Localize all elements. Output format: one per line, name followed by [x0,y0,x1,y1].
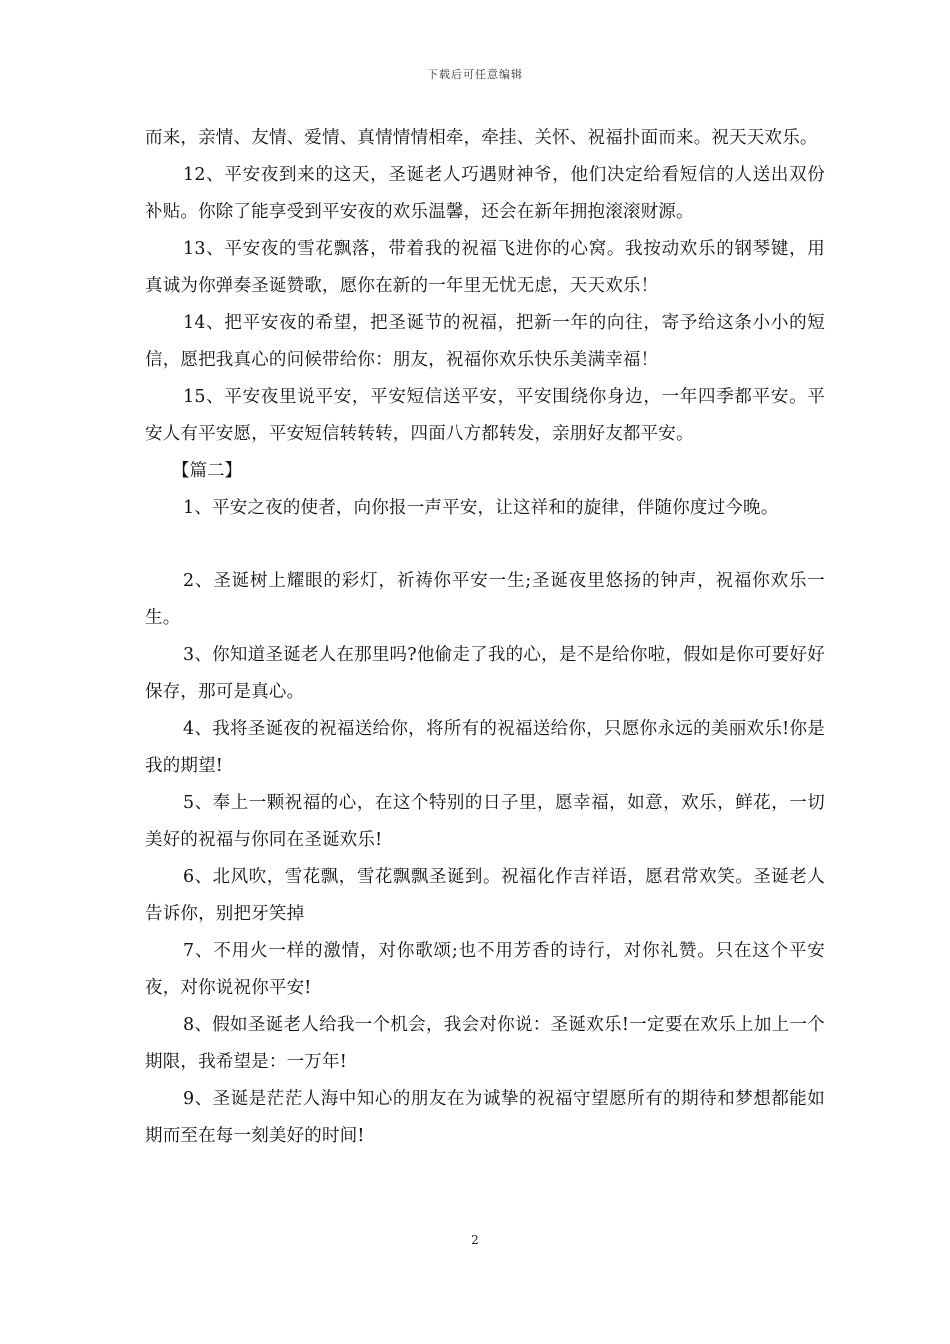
section-item-7: 7、不用火一样的激情，对你歌颂;也不用芳香的诗行，对你礼赞。只在这个平安夜，对你说祝你平安! [145,941,825,998]
paragraph-item-13: 13、平安夜的雪花飘落，带着我的祝福飞进你的心窝。我按动欢乐的钢琴键，用真诚为你弹奏圣诞赞歌，愿你在新的一年里无忧无虑，天天欢乐！ [145,239,825,296]
section-item-2: 2、圣诞树上耀眼的彩灯，祈祷你平安一生;圣诞夜里悠扬的钟声，祝福你欢乐一生。 [145,571,825,628]
section-item-4: 4、我将圣诞夜的祝福送给你，将所有的祝福送给你，只愿你永远的美丽欢乐!你是我的期望! [145,719,825,776]
paragraph-continuation: 而来，亲情、友情、爱情、真情情情相牵，牵挂、关怀、祝福扑面而来。祝天天欢乐。 [145,128,818,148]
page-header: 下载后可任意编辑 [427,68,523,81]
paragraph-item-12: 12、平安夜到来的这天，圣诞老人巧遇财神爷，他们决定给看短信的人送出双份补贴。你除了能享受到平安夜的欢乐温馨，还会在新年拥抱滚滚财源。 [145,165,825,222]
section-item-3: 3、你知道圣诞老人在那里吗?他偷走了我的心，是不是给你啦，假如是你可要好好保存，那可是真心。 [145,645,825,702]
section-item-6: 6、北风吹，雪花飘，雪花飘飘圣诞到。祝福化作吉祥语，愿君常欢笑。圣诞老人告诉你，别把牙笑掉 [145,867,825,924]
section-heading: 【篇二】 [172,461,242,481]
section-item-9: 9、圣诞是茫茫人海中知心的朋友在为诚挚的祝福守望愿所有的期待和梦想都能如期而至在每一刻美好的时间! [145,1089,825,1146]
document-body [145,120,825,1155]
section-item-5: 5、奉上一颗祝福的心，在这个特别的日子里，愿幸福，如意，欢乐，鲜花，一切美好的祝福与你同在圣诞欢乐! [145,793,825,850]
paragraph-item-14: 14、把平安夜的希望，把圣诞节的祝福，把新一年的向往，寄予给这条小小的短信，愿把我真心的问候带给你：朋友，祝福你欢乐快乐美满幸福！ [145,313,825,370]
page-number: 2 [471,1233,479,1247]
paragraph-item-15: 15、平安夜里说平安，平安短信送平安，平安围绕你身边，一年四季都平安。平安人有平安愿，平安短信转转转，四面八方都转发，亲朋好友都平安。 [145,387,825,444]
blank-line [145,527,825,563]
section-item-8: 8、假如圣诞老人给我一个机会，我会对你说：圣诞欢乐!一定要在欢乐上加上一个期限，我希望是：一万年! [145,1015,825,1072]
section-item-1: 1、平安之夜的使者，向你报一声平安，让这祥和的旋律，伴随你度过今晚。 [183,498,779,518]
